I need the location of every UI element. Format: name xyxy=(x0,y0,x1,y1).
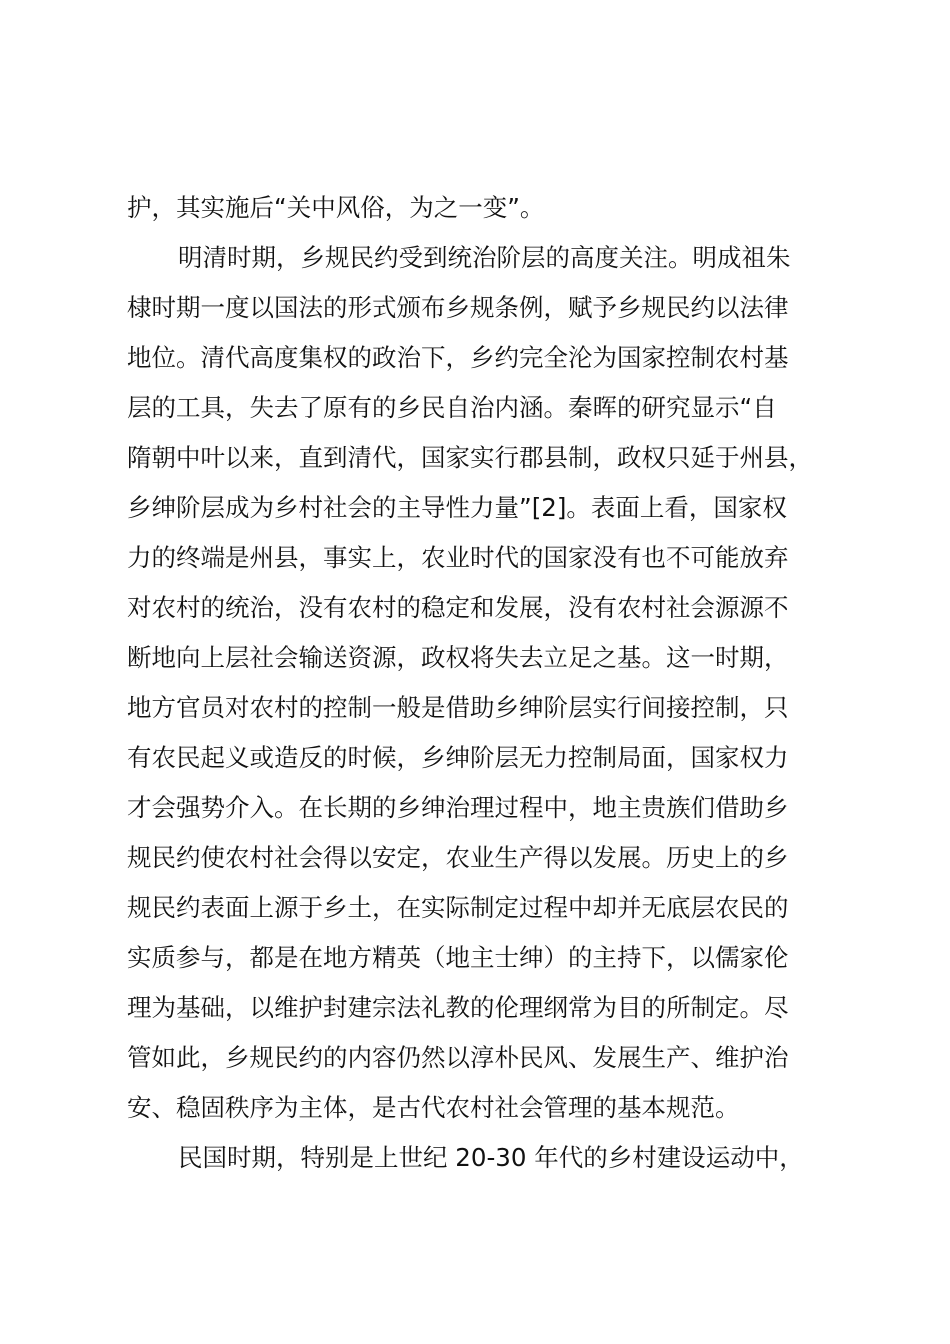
text-line: 管如此，乡规民约的内容仍然以淳朴民风、发展生产、维护治 xyxy=(127,1043,789,1072)
paragraph-start-line: 民国时期，特别是上世纪 20-30 年代的乡村建设运动中， xyxy=(178,1143,804,1172)
text-line: 安、稳固秩序为主体，是古代农村社会管理的基本规范。 xyxy=(127,1093,740,1122)
text-line: 棣时期一度以国法的形式颁布乡规条例，赋予乡规民约以法律 xyxy=(127,293,789,322)
text-line: 乡绅阶层成为乡村社会的主导性力量”[2]。表面上看，国家权 xyxy=(127,493,787,522)
text-line: 有农民起义或造反的时候，乡绅阶层无力控制局面，国家权力 xyxy=(127,743,789,772)
paragraph-start-line: 明清时期，乡规民约受到统治阶层的高度关注。明成祖朱 xyxy=(178,243,791,272)
text-line: 断地向上层社会输送资源，政权将失去立足之基。这一时期， xyxy=(127,643,789,672)
text-line: 力的终端是州县，事实上，农业时代的国家没有也不可能放弃 xyxy=(127,543,789,572)
body-text xyxy=(127,183,867,1183)
text-line: 护，其实施后“关中风俗，为之一变”。 xyxy=(127,193,545,222)
text-line: 规民约表面上源于乡土，在实际制定过程中却并无底层农民的 xyxy=(127,893,789,922)
text-line: 规民约使农村社会得以安定，农业生产得以发展。历史上的乡 xyxy=(127,843,789,872)
text-line: 地位。清代高度集权的政治下，乡约完全沦为国家控制农村基 xyxy=(127,343,789,372)
text-line: 隋朝中叶以来，直到清代，国家实行郡县制，政权只延于州县， xyxy=(127,443,813,472)
text-line: 实质参与，都是在地方精英（地主士绅）的主持下，以儒家伦 xyxy=(127,943,789,972)
text-line: 层的工具，失去了原有的乡民自治内涵。秦晖的研究显示“自 xyxy=(127,393,777,422)
text-line: 才会强势介入。在长期的乡绅治理过程中，地主贵族们借助乡 xyxy=(127,793,789,822)
text-line: 对农村的统治，没有农村的稳定和发展，没有农村社会源源不 xyxy=(127,593,789,622)
text-line: 理为基础，以维护封建宗法礼教的伦理纲常为目的所制定。尽 xyxy=(127,993,789,1022)
text-line: 地方官员对农村的控制一般是借助乡绅阶层实行间接控制，只 xyxy=(127,693,789,722)
